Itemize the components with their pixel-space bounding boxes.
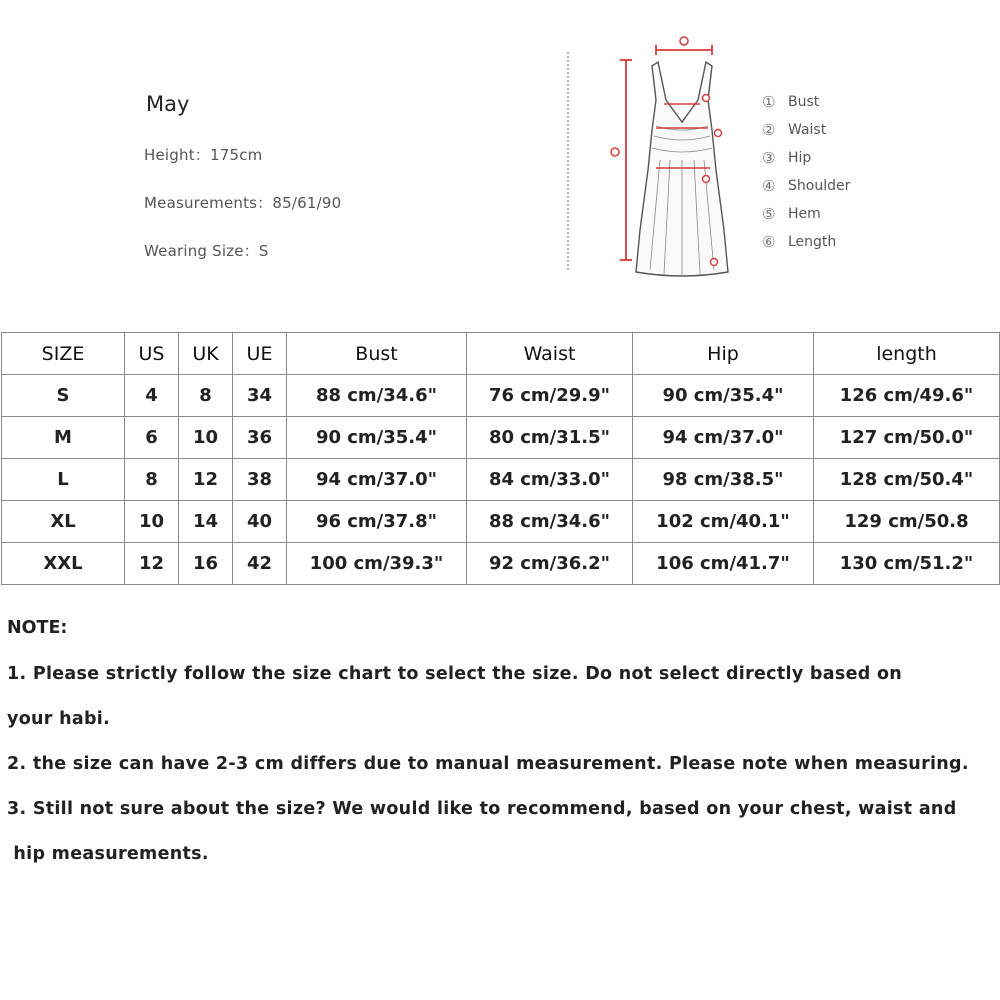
table-cell: 102 cm/40.1" (633, 501, 814, 543)
notes-title: NOTE: (7, 618, 68, 638)
table-cell: 12 (179, 459, 233, 501)
table-cell: 92 cm/36.2" (467, 543, 633, 585)
legend-label: Shoulder (788, 178, 851, 194)
table-cell: 16 (179, 543, 233, 585)
note-line: your habi. (7, 709, 111, 729)
table-cell: 76 cm/29.9" (467, 375, 633, 417)
legend-label: Hem (788, 206, 821, 222)
note-line: 2. the size can have 2-3 cm differs due to manual measurement. Please note when measuring. (7, 754, 969, 774)
table-cell: 38 (233, 459, 287, 501)
model-measurements: Measurements：85/61/90 (144, 194, 342, 212)
header-waist: Waist (467, 333, 633, 375)
legend-number-icon: ⑤ (762, 205, 776, 223)
table-cell: 14 (179, 501, 233, 543)
table-cell: 8 (125, 459, 179, 501)
dress-measurement-diagram (600, 30, 760, 280)
model-height: Height：175cm (144, 146, 263, 164)
header-length: length (814, 333, 1000, 375)
table-cell: 129 cm/50.8 (814, 501, 1000, 543)
table-cell: 6 (125, 417, 179, 459)
measurement-legend (762, 88, 850, 256)
header-hip: Hip (633, 333, 814, 375)
legend-number-icon: ⑥ (762, 233, 776, 251)
table-cell: L (2, 459, 125, 501)
legend-label: Length (788, 234, 837, 250)
model-name: May (146, 92, 190, 116)
legend-number-icon: ② (762, 121, 776, 139)
table-cell: 12 (125, 543, 179, 585)
legend-item-shoulder (762, 172, 850, 200)
legend-number-icon: ③ (762, 149, 776, 167)
table-cell: 100 cm/39.3" (287, 543, 467, 585)
dotted-divider (567, 52, 569, 270)
legend-item-bust (762, 88, 850, 116)
legend-label: Bust (788, 94, 820, 110)
table-cell: 84 cm/33.0" (467, 459, 633, 501)
note-line: 3. Still not sure about the size? We would like to recommend, based on your chest, waist and (7, 799, 957, 819)
legend-item-hem (762, 200, 850, 228)
table-cell: XL (2, 501, 125, 543)
legend-label: Hip (788, 150, 812, 166)
table-cell: 94 cm/37.0" (287, 459, 467, 501)
table-row (2, 417, 1000, 459)
table-cell: 4 (125, 375, 179, 417)
table-cell: 88 cm/34.6" (467, 501, 633, 543)
legend-item-hip (762, 144, 850, 172)
table-cell: 106 cm/41.7" (633, 543, 814, 585)
table-cell: 126 cm/49.6" (814, 375, 1000, 417)
table-row (2, 543, 1000, 585)
legend-item-waist (762, 116, 850, 144)
header-us: US (125, 333, 179, 375)
table-cell: 127 cm/50.0" (814, 417, 1000, 459)
model-wearing-size: Wearing Size：S (144, 242, 269, 260)
header-bust: Bust (287, 333, 467, 375)
table-header-row (2, 333, 1000, 375)
table-cell: 40 (233, 501, 287, 543)
legend-item-length (762, 228, 850, 256)
table-cell: 10 (179, 417, 233, 459)
legend-number-icon: ① (762, 93, 776, 111)
table-cell: 80 cm/31.5" (467, 417, 633, 459)
table-cell: 90 cm/35.4" (287, 417, 467, 459)
note-line: hip measurements. (7, 844, 209, 864)
table-row (2, 375, 1000, 417)
header-uk: UK (179, 333, 233, 375)
table-cell: 98 cm/38.5" (633, 459, 814, 501)
table-cell: 128 cm/50.4" (814, 459, 1000, 501)
table-cell: 96 cm/37.8" (287, 501, 467, 543)
table-cell: 88 cm/34.6" (287, 375, 467, 417)
table-cell: S (2, 375, 125, 417)
table-row (2, 501, 1000, 543)
table-cell: 36 (233, 417, 287, 459)
header-ue: UE (233, 333, 287, 375)
table-cell: 130 cm/51.2" (814, 543, 1000, 585)
size-chart-table (1, 332, 1000, 585)
table-cell: 90 cm/35.4" (633, 375, 814, 417)
table-cell: M (2, 417, 125, 459)
header-size: SIZE (2, 333, 125, 375)
table-cell: 94 cm/37.0" (633, 417, 814, 459)
table-row (2, 459, 1000, 501)
table-cell: 10 (125, 501, 179, 543)
legend-number-icon: ④ (762, 177, 776, 195)
table-cell: 8 (179, 375, 233, 417)
table-cell: XXL (2, 543, 125, 585)
legend-label: Waist (788, 122, 827, 138)
note-line: 1. Please strictly follow the size chart to select the size. Do not select directly based on (7, 664, 903, 684)
table-cell: 34 (233, 375, 287, 417)
table-cell: 42 (233, 543, 287, 585)
